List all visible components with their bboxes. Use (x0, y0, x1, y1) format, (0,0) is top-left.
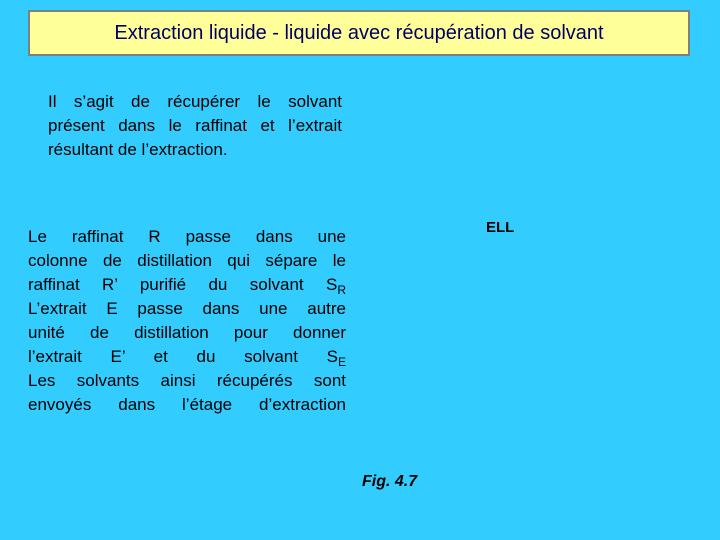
description-line: colonne de distillation qui sépare le (28, 251, 346, 270)
solvent-subscript-e: E (337, 355, 346, 369)
intro-line: Il s’agit de récupérer le solvant (48, 92, 342, 111)
description-line: Le raffinat R passe dans une (28, 227, 346, 246)
description-line: envoyés dans l’étage d’extraction (28, 395, 346, 414)
diagram-label-ell: ELL (486, 219, 515, 236)
description-line: L’extrait E passe dans une autre (28, 299, 346, 318)
description-line-text: l’extrait E’ et du solvant S (28, 347, 338, 366)
description-line-with-subscript (28, 273, 346, 297)
description-line-with-subscript (28, 345, 346, 369)
solvent-subscript-r: R (337, 283, 346, 297)
description-line: unité de distillation pour donner (28, 323, 346, 342)
title-box (28, 10, 690, 56)
description-line: Les solvants ainsi récupérés sont (28, 371, 346, 390)
intro-line: résultant de l’extraction. (48, 140, 228, 159)
intro-paragraph (48, 90, 342, 162)
description-paragraph (28, 225, 346, 417)
slide-title: Extraction liquide - liquide avec récupération de solvant (114, 21, 604, 44)
description-line-text: raffinat R’ purifié du solvant S (28, 275, 338, 294)
figure-caption: Fig. 4.7 (362, 473, 418, 490)
intro-line: présent dans le raffinat et l’extrait (48, 116, 342, 135)
